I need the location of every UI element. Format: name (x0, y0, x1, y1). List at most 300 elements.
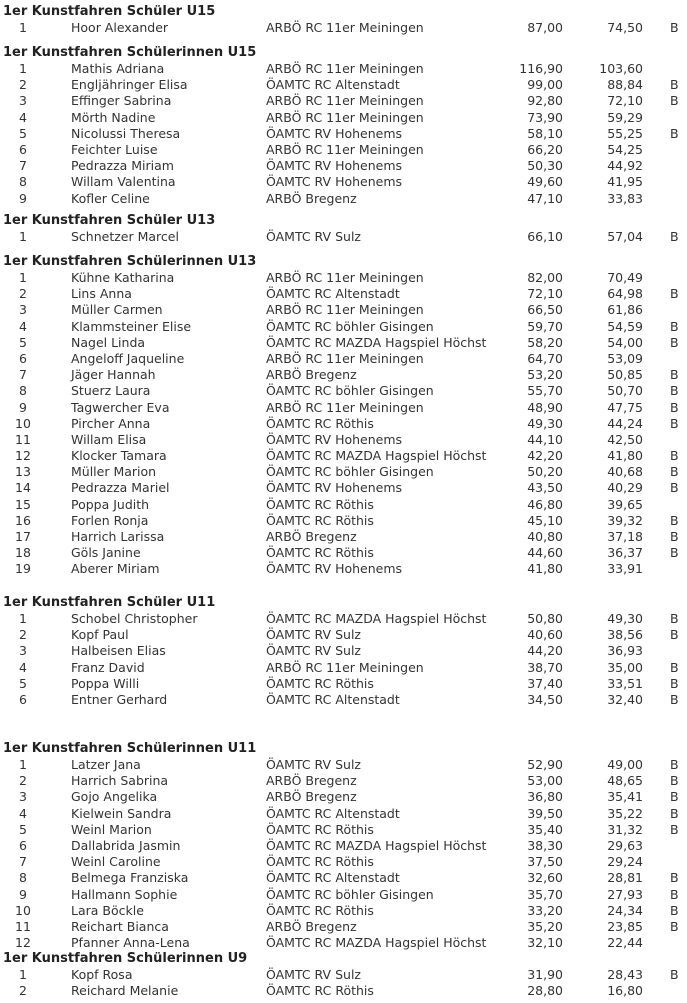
score-1: 52,90 (527, 757, 563, 772)
club-name: ARBÖ RC 11er Meiningen (266, 93, 424, 109)
rank-cell: 4 (19, 109, 27, 125)
club-name: ÖAMTC RV Sulz (266, 757, 361, 772)
athlete-name: Halbeisen Elias (71, 643, 166, 659)
rank-cell: 4 (19, 805, 27, 821)
athlete-name: Pfanner Anna-Lena (71, 935, 190, 951)
class-badge: B (670, 691, 679, 707)
rank-cell: 7 (19, 854, 27, 870)
result-row (0, 93, 687, 109)
athlete-name: Angeloff Jaqueline (71, 350, 185, 366)
club-name: ÖAMTC RC Altenstadt (266, 77, 400, 93)
rank-cell: 2 (19, 77, 27, 93)
score-2: 50,85 (607, 367, 643, 383)
rank-cell: 3 (19, 302, 27, 318)
result-row (0, 335, 687, 351)
score-2: 39,65 (607, 496, 643, 512)
rank-cell: 8 (19, 383, 27, 399)
score-1: 33,20 (527, 902, 563, 918)
score-1: 50,20 (527, 464, 563, 480)
score-2: 70,49 (607, 270, 643, 285)
athlete-name: Schnetzer Marcel (71, 229, 179, 244)
rank-cell: 9 (19, 190, 27, 206)
club-name: ÖAMTC RC Röthis (266, 496, 374, 512)
score-1: 66,20 (527, 141, 563, 157)
rank-cell: 6 (19, 141, 27, 157)
club-name: ÖAMTC RC MAZDA Hagspiel Höchst (266, 611, 487, 626)
score-1: 42,20 (527, 448, 563, 464)
result-row (0, 302, 687, 318)
section-title: 1er Kunstfahren Schüler U15 (3, 4, 216, 19)
results-section (0, 44, 687, 207)
score-1: 72,10 (527, 286, 563, 302)
result-row (0, 983, 687, 999)
score-2: 35,41 (607, 789, 643, 805)
athlete-name: Müller Marion (71, 464, 157, 480)
athlete-name: Tagwercher Eva (71, 399, 170, 415)
club-name: ÖAMTC RC Altenstadt (266, 805, 400, 821)
section-title: 1er Kunstfahren Schülerinnen U13 (3, 254, 257, 269)
rank-cell: 5 (19, 821, 27, 837)
athlete-name: Forlen Ronja (71, 512, 149, 528)
section-title: 1er Kunstfahren Schüler U11 (3, 595, 216, 610)
club-name: ARBÖ Bregenz (266, 773, 357, 789)
club-name: ÖAMTC RV Hohenems (266, 480, 403, 496)
score-2: 44,24 (607, 415, 643, 431)
score-1: 48,90 (527, 399, 563, 415)
class-badge: B (670, 415, 679, 431)
score-1: 38,70 (527, 659, 563, 675)
result-row (0, 611, 687, 627)
score-2: 55,25 (607, 125, 643, 141)
score-1: 44,60 (527, 545, 563, 561)
rank-cell: 2 (19, 983, 27, 999)
athlete-name: Belmega Franziska (71, 870, 189, 886)
athlete-name: Nicolussi Theresa (71, 125, 181, 141)
rank-cell: 4 (19, 659, 27, 675)
score-1: 58,20 (527, 334, 563, 350)
club-name: ÖAMTC RV Hohenems (266, 431, 403, 447)
result-row (0, 870, 687, 886)
score-2: 59,29 (607, 109, 643, 125)
result-row (0, 110, 687, 126)
result-row (0, 174, 687, 190)
rank-cell: 13 (15, 464, 31, 480)
athlete-name: Nagel Linda (71, 334, 146, 350)
section-title: 1er Kunstfahren Schülerinnen U9 (3, 951, 248, 966)
rank-cell: 1 (19, 20, 27, 35)
athlete-name: Mörth Nadine (71, 109, 156, 125)
section-title: 1er Kunstfahren Schüler U13 (3, 213, 216, 228)
score-2: 16,80 (607, 983, 643, 999)
rank-cell: 18 (15, 545, 31, 561)
score-2: 33,83 (607, 190, 643, 206)
athlete-name: Müller Carmen (71, 302, 163, 318)
score-2: 44,92 (607, 158, 643, 174)
score-2: 35,22 (607, 805, 643, 821)
score-2: 23,85 (607, 918, 643, 934)
rank-cell: 1 (19, 611, 27, 626)
score-2: 103,60 (599, 61, 643, 76)
class-badge: B (670, 611, 679, 626)
score-1: 34,50 (527, 691, 563, 707)
club-name: ÖAMTC RC Röthis (266, 821, 374, 837)
results-section (0, 212, 687, 245)
athlete-name: Poppa Judith (71, 496, 150, 512)
class-badge: B (670, 545, 679, 561)
result-row (0, 126, 687, 142)
club-name: ARBÖ Bregenz (266, 918, 357, 934)
score-1: 99,00 (527, 77, 563, 93)
rank-cell: 11 (15, 431, 31, 447)
class-badge: B (670, 480, 679, 496)
score-1: 35,20 (527, 918, 563, 934)
class-badge: B (670, 902, 679, 918)
rank-cell: 7 (19, 158, 27, 174)
score-2: 49,30 (607, 611, 643, 626)
club-name: ÖAMTC RV Hohenems (266, 158, 403, 174)
club-name: ARBÖ RC 11er Meiningen (266, 61, 424, 76)
result-row (0, 660, 687, 676)
score-2: 33,91 (607, 561, 643, 577)
athlete-name: Pedrazza Mariel (71, 480, 170, 496)
athlete-name: Kopf Paul (71, 627, 129, 643)
score-2: 24,34 (607, 902, 643, 918)
result-row (0, 838, 687, 854)
score-2: 32,40 (607, 691, 643, 707)
result-row (0, 416, 687, 432)
club-name: ÖAMTC RC Röthis (266, 512, 374, 528)
result-row (0, 822, 687, 838)
result-row (0, 903, 687, 919)
athlete-name: Reichard Melanie (71, 983, 179, 999)
class-badge: B (670, 757, 679, 772)
rank-cell: 6 (19, 350, 27, 366)
athlete-name: Lara Böckle (71, 902, 144, 918)
class-badge: B (670, 512, 679, 528)
rank-cell: 9 (19, 399, 27, 415)
club-name: ARBÖ RC 11er Meiningen (266, 659, 424, 675)
result-row (0, 935, 687, 951)
club-name: ÖAMTC RC MAZDA Hagspiel Höchst (266, 448, 487, 464)
club-name: ÖAMTC RC Röthis (266, 545, 374, 561)
score-1: 35,70 (527, 886, 563, 902)
score-2: 48,65 (607, 773, 643, 789)
club-name: ARBÖ RC 11er Meiningen (266, 109, 424, 125)
club-name: ARBÖ RC 11er Meiningen (266, 20, 424, 35)
result-row (0, 20, 687, 36)
rank-cell: 1 (19, 967, 27, 982)
rank-cell: 7 (19, 367, 27, 383)
rank-cell: 6 (19, 837, 27, 853)
results-section (0, 253, 687, 578)
athlete-name: Latzer Jana (71, 757, 141, 772)
results-section (0, 950, 687, 999)
athlete-name: Reichart Bianca (71, 918, 169, 934)
athlete-name: Schobel Christopher (71, 611, 198, 626)
athlete-name: Harrich Larissa (71, 529, 165, 544)
score-2: 42,50 (607, 431, 643, 447)
athlete-name: Willam Elisa (71, 431, 147, 447)
athlete-name: Stuerz Laura (71, 383, 151, 399)
athlete-name: Jäger Hannah (71, 367, 156, 383)
rank-cell: 12 (15, 935, 31, 951)
class-badge: B (670, 20, 679, 35)
club-name: ÖAMTC RC Röthis (266, 675, 374, 691)
section-title: 1er Kunstfahren Schülerinnen U15 (3, 45, 257, 60)
result-row (0, 497, 687, 513)
rank-cell: 12 (15, 448, 31, 464)
score-2: 47,75 (607, 399, 643, 415)
athlete-name: Pircher Anna (71, 415, 151, 431)
score-1: 45,10 (527, 512, 563, 528)
result-row (0, 432, 687, 448)
rank-cell: 10 (15, 415, 31, 431)
athlete-name: Aberer Miriam (71, 561, 160, 577)
result-row (0, 270, 687, 286)
rank-cell: 1 (19, 757, 27, 772)
score-1: 92,80 (527, 93, 563, 109)
club-name: ARBÖ RC 11er Meiningen (266, 270, 424, 285)
athlete-name: Hoor Alexander (71, 20, 169, 35)
result-row (0, 529, 687, 545)
score-2: 41,95 (607, 174, 643, 190)
score-2: 27,93 (607, 886, 643, 902)
rank-cell: 5 (19, 334, 27, 350)
athlete-name: Engljähringer Elisa (71, 77, 188, 93)
result-row (0, 545, 687, 561)
result-row (0, 367, 687, 383)
athlete-name: Weinl Marion (71, 821, 152, 837)
class-badge: B (670, 918, 679, 934)
rank-cell: 14 (15, 480, 31, 496)
club-name: ÖAMTC RC MAZDA Hagspiel Höchst (266, 935, 487, 951)
club-name: ÖAMTC RC Altenstadt (266, 870, 400, 886)
club-name: ÖAMTC RV Sulz (266, 627, 361, 643)
club-name: ÖAMTC RV Sulz (266, 229, 361, 244)
rank-cell: 4 (19, 318, 27, 334)
result-row (0, 77, 687, 93)
athlete-name: Klammsteiner Elise (71, 318, 192, 334)
class-badge: B (670, 659, 679, 675)
class-badge: B (670, 93, 679, 109)
score-2: 54,00 (607, 334, 643, 350)
athlete-name: Effinger Sabrina (71, 93, 172, 109)
results-section (0, 594, 687, 708)
class-badge: B (670, 870, 679, 886)
results-section (0, 740, 687, 951)
result-row (0, 773, 687, 789)
rank-cell: 3 (19, 93, 27, 109)
score-1: 36,80 (527, 789, 563, 805)
results-section (0, 3, 687, 36)
score-1: 82,00 (527, 270, 563, 285)
score-1: 37,40 (527, 675, 563, 691)
club-name: ÖAMTC RC Altenstadt (266, 286, 400, 302)
class-badge: B (670, 627, 679, 643)
score-1: 66,50 (527, 302, 563, 318)
score-1: 31,90 (527, 967, 563, 982)
club-name: ARBÖ Bregenz (266, 789, 357, 805)
score-1: 55,70 (527, 383, 563, 399)
score-1: 28,80 (527, 983, 563, 999)
score-1: 44,20 (527, 643, 563, 659)
score-2: 64,98 (607, 286, 643, 302)
club-name: ARBÖ Bregenz (266, 190, 357, 206)
score-2: 33,51 (607, 675, 643, 691)
score-1: 46,80 (527, 496, 563, 512)
rank-cell: 8 (19, 870, 27, 886)
score-1: 38,30 (527, 837, 563, 853)
athlete-name: Kopf Rosa (71, 967, 133, 982)
score-1: 41,80 (527, 561, 563, 577)
rank-cell: 5 (19, 675, 27, 691)
rank-cell: 11 (15, 918, 31, 934)
athlete-name: Gojo Angelika (71, 789, 158, 805)
score-1: 43,50 (527, 480, 563, 496)
rank-cell: 19 (15, 561, 31, 577)
club-name: ARBÖ Bregenz (266, 367, 357, 383)
score-2: 57,04 (607, 229, 643, 244)
result-row (0, 464, 687, 480)
club-name: ÖAMTC RC böhler Gisingen (266, 318, 434, 334)
class-badge: B (670, 821, 679, 837)
club-name: ÖAMTC RV Hohenems (266, 125, 403, 141)
result-row (0, 806, 687, 822)
score-2: 36,37 (607, 545, 643, 561)
rank-cell: 1 (19, 229, 27, 244)
athlete-name: Mathis Adriana (71, 61, 165, 76)
score-2: 50,70 (607, 383, 643, 399)
score-2: 54,25 (607, 141, 643, 157)
class-badge: B (670, 675, 679, 691)
score-2: 40,29 (607, 480, 643, 496)
result-row (0, 967, 687, 983)
score-1: 47,10 (527, 190, 563, 206)
score-2: 31,32 (607, 821, 643, 837)
result-row (0, 887, 687, 903)
class-badge: B (670, 886, 679, 902)
athlete-name: Pedrazza Miriam (71, 158, 174, 174)
score-1: 66,10 (527, 229, 563, 244)
class-badge: B (670, 367, 679, 383)
score-1: 53,20 (527, 367, 563, 383)
score-1: 32,60 (527, 870, 563, 886)
score-2: 22,44 (607, 935, 643, 951)
club-name: ÖAMTC RC böhler Gisingen (266, 464, 434, 480)
score-1: 40,80 (527, 529, 563, 544)
result-row (0, 561, 687, 577)
result-row (0, 480, 687, 496)
result-row (0, 158, 687, 174)
athlete-name: Harrich Sabrina (71, 773, 169, 789)
score-1: 50,30 (527, 158, 563, 174)
rank-cell: 2 (19, 286, 27, 302)
class-badge: B (670, 967, 679, 982)
score-1: 73,90 (527, 109, 563, 125)
athlete-name: Feichter Luise (71, 141, 158, 157)
athlete-name: Entner Gerhard (71, 691, 168, 707)
score-1: 37,50 (527, 854, 563, 870)
score-1: 49,30 (527, 415, 563, 431)
rank-cell: 8 (19, 174, 27, 190)
rank-cell: 1 (19, 61, 27, 76)
score-2: 72,10 (607, 93, 643, 109)
score-1: 35,40 (527, 821, 563, 837)
result-row (0, 676, 687, 692)
score-1: 49,60 (527, 174, 563, 190)
result-row (0, 142, 687, 158)
result-row (0, 400, 687, 416)
rank-cell: 15 (15, 496, 31, 512)
rank-cell: 2 (19, 773, 27, 789)
athlete-name: Dallabrida Jasmin (71, 837, 181, 853)
rank-cell: 3 (19, 643, 27, 659)
athlete-name: Weinl Caroline (71, 854, 161, 870)
score-2: 49,00 (607, 757, 643, 772)
athlete-name: Willam Valentina (71, 174, 176, 190)
rank-cell: 10 (15, 902, 31, 918)
rank-cell: 9 (19, 886, 27, 902)
club-name: ÖAMTC RV Hohenems (266, 174, 403, 190)
score-1: 58,10 (527, 125, 563, 141)
result-row (0, 61, 687, 77)
result-row (0, 319, 687, 335)
score-2: 28,81 (607, 870, 643, 886)
result-row (0, 513, 687, 529)
result-row (0, 643, 687, 659)
class-badge: B (670, 448, 679, 464)
rank-cell: 17 (15, 529, 31, 544)
club-name: ARBÖ RC 11er Meiningen (266, 350, 424, 366)
result-row (0, 919, 687, 935)
score-1: 64,70 (527, 350, 563, 366)
class-badge: B (670, 529, 679, 544)
class-badge: B (670, 318, 679, 334)
score-2: 37,18 (607, 529, 643, 544)
score-1: 32,10 (527, 935, 563, 951)
athlete-name: Kielwein Sandra (71, 805, 172, 821)
score-1: 44,10 (527, 431, 563, 447)
score-2: 38,56 (607, 627, 643, 643)
score-2: 29,63 (607, 837, 643, 853)
result-row (0, 286, 687, 302)
result-row (0, 383, 687, 399)
score-2: 28,43 (607, 967, 643, 982)
class-badge: B (670, 125, 679, 141)
rank-cell: 16 (15, 512, 31, 528)
class-badge: B (670, 464, 679, 480)
result-row (0, 854, 687, 870)
result-row (0, 351, 687, 367)
athlete-name: Poppa Willi (71, 675, 140, 691)
result-row (0, 448, 687, 464)
class-badge: B (670, 286, 679, 302)
score-1: 40,60 (527, 627, 563, 643)
club-name: ÖAMTC RC böhler Gisingen (266, 383, 434, 399)
club-name: ÖAMTC RV Sulz (266, 643, 361, 659)
class-badge: B (670, 77, 679, 93)
score-1: 87,00 (527, 20, 563, 35)
class-badge: B (670, 334, 679, 350)
result-row (0, 627, 687, 643)
club-name: ÖAMTC RC Röthis (266, 415, 374, 431)
club-name: ÖAMTC RV Sulz (266, 967, 361, 982)
score-1: 116,90 (519, 61, 563, 76)
result-row (0, 789, 687, 805)
score-1: 39,50 (527, 805, 563, 821)
score-2: 39,32 (607, 512, 643, 528)
score-2: 29,24 (607, 854, 643, 870)
